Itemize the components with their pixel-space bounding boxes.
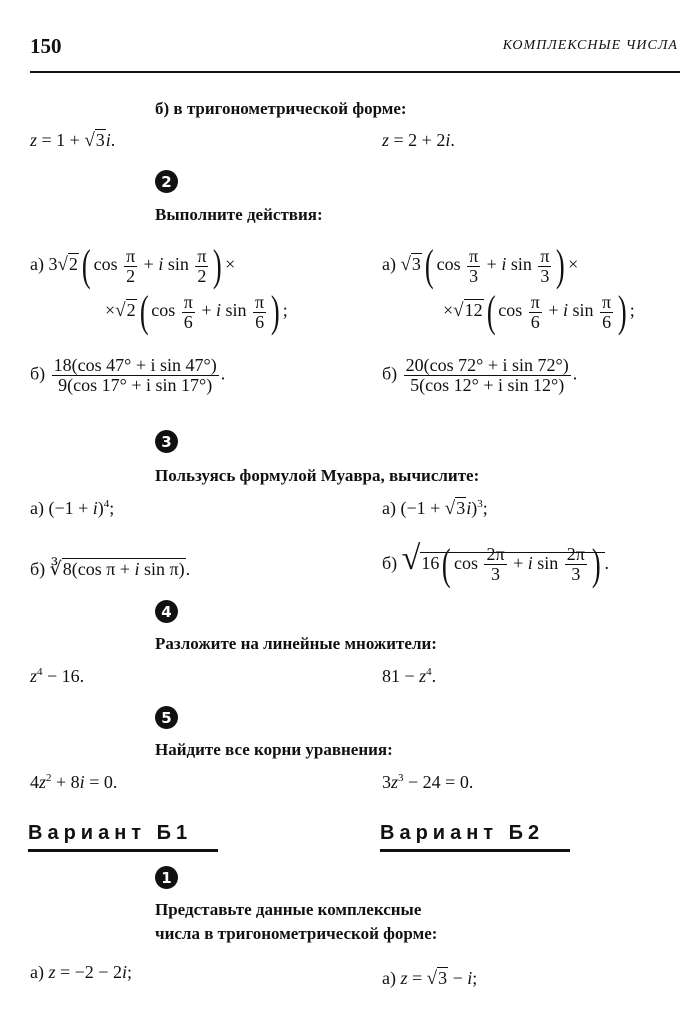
task2-a-left-line2: ×√2( cos $\frac{\pi}{6}$ + i sin $\frac{\pi}{6}$ ) ; (105, 287, 288, 336)
task-number-badge: 2 (155, 170, 178, 193)
task2-a-right-line1: а) √3( cos $\frac{\pi}{3}$ + i sin $\frac{\pi}{3}$ ) × (382, 241, 579, 290)
page-number: 150 (30, 34, 62, 58)
header-rule (30, 71, 680, 73)
task3-a-left: а) $(-1 + i)^4$; (30, 498, 115, 518)
task1b-left: а) z = −2 − 2i; (30, 962, 132, 982)
task-number-badge: 3 (155, 430, 178, 453)
task2-b-left: б) $\frac{\text{18(cos 47° + i sin 47°)}}{\text{9(cos 17° + i sin 17°)}}$ . (30, 355, 226, 395)
task3-b-left: б) ∛8(cos π + i sin π). (30, 559, 191, 580)
instruction-represent-line1: Представьте данные комплексные (155, 900, 422, 919)
instruction-trig-form: б) в тригонометрической форме: (155, 99, 407, 118)
equation-z2: z = 2 + 2i. (382, 130, 455, 150)
task-number-badge: 1 (155, 866, 178, 889)
task4-right: $81 - z^4$. (382, 666, 437, 686)
task-number-badge: 4 (155, 600, 178, 623)
running-title: КОМПЛЕКСНЫЕ ЧИСЛА (502, 38, 678, 53)
variant-b1-heading: Вариант Б1 (28, 822, 218, 852)
task1b-right: а) z = √3 − i; (382, 968, 478, 989)
task5-left: $4z^2 + 8i = 0$. (30, 772, 118, 792)
instruction-roots: Найдите все корни уравнения: (155, 740, 393, 759)
instruction-factor: Разложите на линейные множители: (155, 634, 437, 653)
task2-a-left-line1: а) 3√2( cos $\frac{\pi}{2}$ + i sin $\frac{\pi}{2}$ ) × (30, 241, 236, 290)
instruction-represent-line2: числа в тригонометрической форме: (155, 924, 438, 943)
variant-b2-heading: Вариант Б2 (380, 822, 570, 852)
task2-a-right-line2: ×√12( cos $\frac{\pi}{6}$ + i sin $\frac{\pi}{6}$ ) ; (443, 287, 635, 336)
task2-b-right: б) $\frac{\text{20(cos 72° + i sin 72°)}}{\text{5(cos 12° + i sin 12°)}}$ . (382, 355, 578, 395)
task3-a-right: а) $(-1 + √3i)^3$; (382, 498, 488, 519)
equation-z1: z = 1 + √3i. (30, 130, 116, 151)
instruction-moivre: Пользуясь формулой Муавра, вычислите: (155, 466, 480, 485)
task-number-badge: 5 (155, 706, 178, 729)
task4-left: $z^4 - 16$. (30, 666, 85, 686)
task5-right: $3z^3 - 24 = 0$. (382, 772, 474, 792)
instruction-perform: Выполните действия: (155, 205, 323, 224)
task3-b-right: б) √16( cos $\frac{2\pi}{3}$ + i sin $\frac{2\pi}{3}$ ) . (382, 539, 610, 589)
